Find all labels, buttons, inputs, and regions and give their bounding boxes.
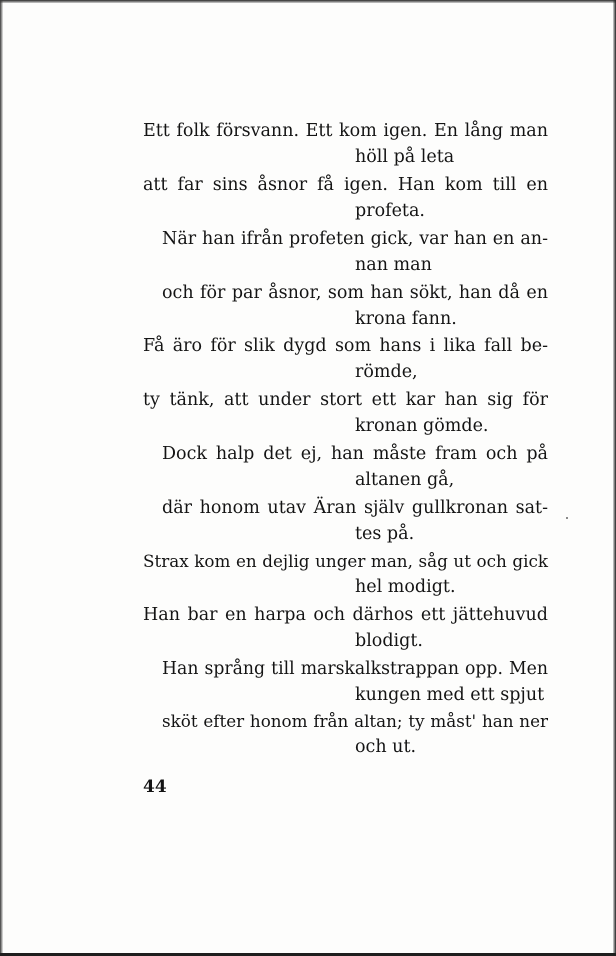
poem-line-continuation: kronan gömde. [355, 416, 489, 436]
poem-line-continuation: profeta. [355, 201, 425, 221]
poem-line-continuation: blodigt. [355, 631, 423, 651]
poem-line: där honom utav Äran själv gullkronan sat- [162, 498, 548, 518]
poem-line-continuation: kungen med ett spjut [355, 685, 545, 705]
poem-line-continuation: krona fann. [355, 309, 457, 329]
poem-line-continuation: höll på leta [355, 147, 455, 167]
scan-speck [566, 517, 568, 519]
poem-line-continuation: altanen gå, [355, 470, 455, 490]
poem-line: Han språng till marskalkstrappan opp. Men [162, 659, 548, 679]
poem-line-continuation: hel modigt. [355, 577, 456, 597]
poem-line-continuation: nan man [355, 255, 432, 275]
poem-line: att far sins åsnor få igen. Han kom till en [143, 175, 548, 195]
poem-line: sköt efter honom från altan; ty måst' han ner [162, 711, 548, 731]
poem-line: Ett folk försvann. Ett kom igen. En lång man [143, 121, 548, 141]
poem-line: och för par åsnor, som han sökt, han då en [162, 283, 548, 303]
poem-line: När han ifrån profeten gick, var han en an- [162, 229, 548, 249]
poem-line-continuation: römde, [355, 362, 418, 382]
poem-line-continuation: och ut. [355, 737, 417, 757]
poem-line: Få äro för slik dygd som hans i lika fall be- [143, 336, 548, 356]
poem-line: Strax kom en dejlig unger man, såg ut och gick [143, 551, 548, 571]
scan-edge-top [0, 0, 616, 3]
poem-line: Han bar en harpa och därhos ett jättehuvud [143, 605, 548, 625]
poem-line-continuation: tes på. [355, 524, 415, 544]
page-number: 44 [143, 777, 167, 797]
poem-line: ty tänk, att under stort ett kar han sig för [143, 390, 548, 410]
poem-line: Dock halp det ej, han måste fram och på [162, 444, 548, 464]
scan-edge-left [0, 0, 3, 956]
